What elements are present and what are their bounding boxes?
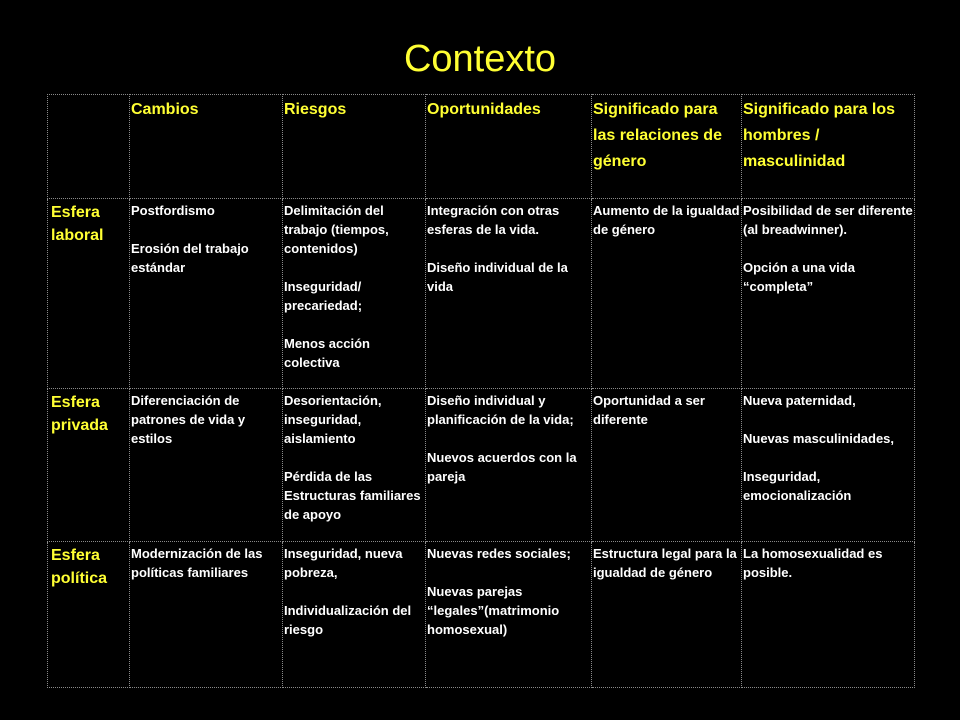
cell-laboral-cambios	[130, 199, 283, 389]
cell-text: Individualización del riesgo	[284, 603, 412, 637]
cell-politica-oportunidades	[426, 542, 592, 688]
cell-text: Nuevos acuerdos con la pareja	[427, 450, 577, 484]
cell-text: Erosión del trabajo estándar	[131, 241, 249, 275]
cell-privada-cambios	[130, 389, 283, 542]
cell-politica-riesgos	[283, 542, 426, 688]
cell-text: Delimitación del trabajo (tiempos, contenidos)	[284, 203, 389, 256]
row-label-esfera-politica: Esfera política	[48, 542, 130, 688]
table-row	[48, 389, 915, 542]
context-table	[47, 94, 915, 688]
cell-text: Nueva paternidad,	[743, 393, 856, 408]
cell-text: Desorientación, inseguridad, aislamiento	[284, 393, 382, 446]
cell-laboral-riesgos	[283, 199, 426, 389]
cell-text: Posibilidad de ser diferente (al breadwinner).	[743, 203, 913, 237]
page-title: Contexto	[403, 38, 557, 80]
cell-politica-relaciones	[592, 542, 742, 688]
cell-text: Estructura legal para la igualdad de género	[593, 546, 737, 580]
header-cambios: Cambios	[130, 95, 283, 199]
cell-privada-riesgos	[283, 389, 426, 542]
cell-laboral-hombres	[742, 199, 915, 389]
cell-laboral-relaciones	[592, 199, 742, 389]
header-row	[48, 95, 915, 199]
row-label-esfera-laboral: Esfera laboral	[48, 199, 130, 389]
cell-text: La homosexualidad es posible.	[743, 546, 883, 580]
cell-text: Aumento de la igualdad de género	[593, 203, 740, 237]
cell-text: Inseguridad, nueva pobreza,	[284, 546, 403, 580]
cell-text: Diseño individual y planificación de la vida;	[427, 393, 574, 427]
table-row	[48, 542, 915, 688]
cell-laboral-oportunidades	[426, 199, 592, 389]
header-significado-relaciones: Significado para las relaciones de género	[592, 95, 742, 199]
cell-text: Diferenciación de patrones de vida y estilos	[131, 393, 246, 446]
cell-text: Nuevas redes sociales;	[427, 546, 571, 561]
cell-text: Pérdida de las Estructuras familiares de apoyo	[284, 469, 421, 522]
cell-text: Nuevas parejas “legales”(matrimonio homosexual)	[427, 584, 560, 637]
cell-privada-hombres	[742, 389, 915, 542]
cell-text: Inseguridad, emocionalización	[743, 469, 852, 503]
header-significado-hombres: Significado para los hombres / masculinidad	[742, 95, 915, 199]
cell-text: Modernización de las políticas familiares	[131, 546, 263, 580]
cell-privada-oportunidades	[426, 389, 592, 542]
header-riesgos: Riesgos	[283, 95, 426, 199]
cell-text: Inseguridad/ precariedad;	[284, 279, 363, 313]
cell-privada-relaciones	[592, 389, 742, 542]
row-label-esfera-privada: Esfera privada	[48, 389, 130, 542]
cell-politica-cambios	[130, 542, 283, 688]
header-corner	[48, 95, 130, 199]
cell-text: Postfordismo	[131, 203, 215, 218]
cell-text: Menos acción colectiva	[284, 336, 370, 370]
cell-text: Nuevas masculinidades,	[743, 431, 895, 446]
table-row	[48, 199, 915, 389]
cell-text: Integración con otras esferas de la vida.	[427, 203, 560, 237]
cell-politica-hombres	[742, 542, 915, 688]
cell-text: Diseño individual de la vida	[427, 260, 568, 294]
cell-text: Opción a una vida “completa”	[743, 260, 855, 294]
cell-text: Oportunidad a ser diferente	[593, 393, 705, 427]
header-oportunidades: Oportunidades	[426, 95, 592, 199]
